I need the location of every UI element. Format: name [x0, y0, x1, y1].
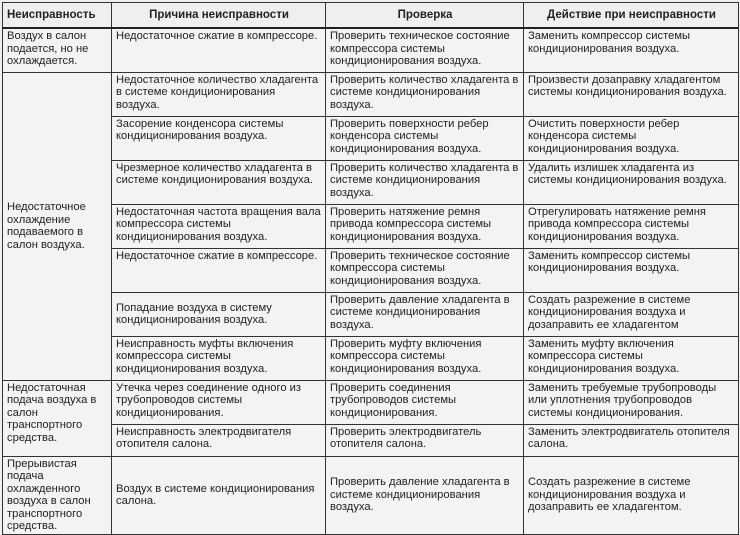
check-cell: Проверить давление хладагента в системе кондиционирования воздуха. — [326, 292, 524, 336]
action-cell: Удалить излишек хладагента из системы кондиционирования воздуха. — [524, 160, 739, 204]
check-cell: Проверить техническое состояние компрессора системы кондиционирования воздуха. — [326, 248, 524, 292]
action-cell: Очистить поверхности ребер конденсора системы кондиционирования воздуха. — [524, 116, 739, 160]
table-row — [3, 456, 739, 534]
check-cell: Проверить натяжение ремня привода компрессора системы кондиционирования воздуха. — [326, 204, 524, 248]
cause-cell: Воздух в системе кондиционирования салона. — [112, 456, 326, 534]
table-row — [3, 336, 739, 380]
fault-cell: Недостаточное охлаждение подаваемого в салон воздуха. — [3, 72, 112, 380]
table-row — [3, 28, 739, 72]
check-cell: Проверить электродвигатель отопителя салона. — [326, 424, 524, 456]
action-cell: Создать разрежение в системе кондиционирования воздуха и дозаправить ее хладагентом — [524, 292, 739, 336]
fault-cell: Недостаточная подача воздуха в салон транспортного средства. — [3, 380, 112, 456]
cause-cell: Утечка через соединение одного из трубопроводов системы кондиционирования. — [112, 380, 326, 424]
check-cell: Проверить муфту включения компрессора системы кондиционирования воздуха. — [326, 336, 524, 380]
action-cell: Отрегулировать натяжение ремня привода компрессора системы кондиционирования воздуха. — [524, 204, 739, 248]
action-cell: Заменить компрессор системы кондиционирования воздуха. — [524, 28, 739, 72]
header-row — [3, 3, 739, 29]
fault-cell: Прерывистая подача охлажденного воздуха в салон транспортного средства. — [3, 456, 112, 534]
action-cell: Заменить компрессор системы кондиционирования воздуха. — [524, 248, 739, 292]
header-fault: Неисправность — [3, 3, 112, 29]
cause-cell: Недостаточная частота вращения вала компрессора системы кондиционирования воздуха. — [112, 204, 326, 248]
check-cell: Проверить давление хладагента в системе кондиционирования воздуха. — [326, 456, 524, 534]
cause-cell: Попадание воздуха в систему кондиционирования воздуха. — [112, 292, 326, 336]
fault-cell: Воздух в салон подается, но не охлаждается. — [3, 28, 112, 72]
check-cell: Проверить количество хладагента в системе кондиционирования воздуха. — [326, 160, 524, 204]
table-row — [3, 160, 739, 204]
header-cause: Причина неисправности — [112, 3, 326, 29]
action-cell: Заменить муфту включения компрессора системы кондиционирования воздуха. — [524, 336, 739, 380]
table-row — [3, 72, 739, 116]
cause-cell: Засорение конденсора системы кондиционирования воздуха. — [112, 116, 326, 160]
cause-cell: Недостаточное сжатие в компрессоре. — [112, 248, 326, 292]
action-cell: Заменить требуемые трубопроводы или уплотнения трубопроводов системы кондиционирования. — [524, 380, 739, 424]
troubleshooting-table — [2, 2, 739, 535]
check-cell: Проверить поверхности ребер конденсора системы кондиционирования воздуха. — [326, 116, 524, 160]
cause-cell: Недостаточное количество хладагента в системе кондиционирования воздуха. — [112, 72, 326, 116]
cause-cell: Недостаточное сжатие в компрессоре. — [112, 28, 326, 72]
check-cell: Проверить техническое состояние компрессора системы кондиционирования воздуха. — [326, 28, 524, 72]
table-row — [3, 424, 739, 456]
table-row — [3, 116, 739, 160]
table-row — [3, 292, 739, 336]
cause-cell: Неисправность электродвигателя отопителя салона. — [112, 424, 326, 456]
action-cell: Создать разрежение в системе кондиционирования воздуха и дозаправить ее хладагентом. — [524, 456, 739, 534]
cause-cell: Неисправность муфты включения компрессора системы кондиционирования воздуха. — [112, 336, 326, 380]
header-check: Проверка — [326, 3, 524, 29]
table-row — [3, 204, 739, 248]
action-cell: Заменить электродвигатель отопителя салона. — [524, 424, 739, 456]
table-row — [3, 380, 739, 424]
table-row — [3, 248, 739, 292]
cause-cell: Чрезмерное количество хладагента в системе кондиционирования воздуха. — [112, 160, 326, 204]
header-action: Действие при неисправности — [524, 3, 739, 29]
check-cell: Проверить количество хладагента в системе кондиционирования воздуха. — [326, 72, 524, 116]
check-cell: Проверить соединения трубопроводов системы кондиционирования. — [326, 380, 524, 424]
action-cell: Произвести дозаправку хладагентом системы кондиционирования воздуха. — [524, 72, 739, 116]
